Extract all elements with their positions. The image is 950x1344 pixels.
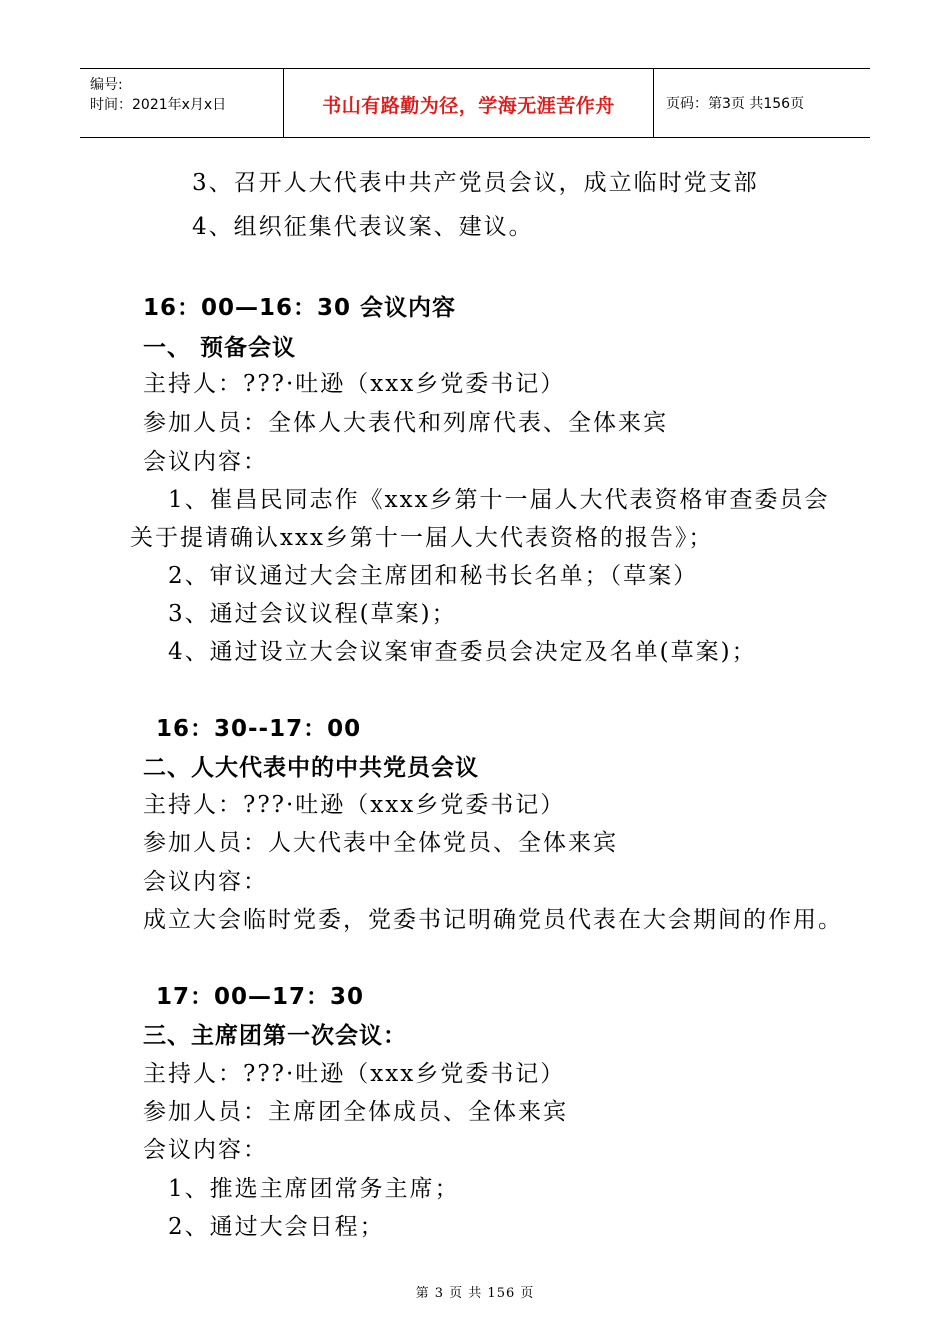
section-time: 17：00—17：30 xyxy=(156,984,365,1010)
body-line: 2、审议通过大会主席团和秘书长名单；（草案） xyxy=(168,563,699,589)
body-line: 4、通过设立大会议案审查委员会决定及名单(草案)； xyxy=(168,639,757,665)
body-line: 参加人员：主席团全体成员、全体来宾 xyxy=(143,1099,568,1125)
body-line: 关于提请确认xxx乡第十一届人大代表资格的报告》； xyxy=(130,525,714,551)
section-heading: 一、 预备会议 xyxy=(143,335,297,361)
header-page-cell xyxy=(654,69,870,137)
section-time: 16：00—16：30 会议内容 xyxy=(143,295,457,321)
motto: 书山有路勤为径，学海无涯苦作舟 xyxy=(322,95,615,117)
body-line: 主持人：???·吐逊（xxx乡党委书记） xyxy=(143,371,566,397)
page-footer: 第 3 页 共 156 页 xyxy=(415,1286,535,1301)
body-line: 会议内容： xyxy=(143,1137,268,1163)
header-meta xyxy=(80,69,283,137)
body-line: 参加人员：全体人大表代和列席代表、全体来宾 xyxy=(143,410,668,436)
body-line: 会议内容： xyxy=(143,869,268,895)
section-time: 16：30--17：00 xyxy=(156,716,362,742)
body-line: 3、通过会议议程(草案)； xyxy=(168,601,457,627)
page-label: 页码：第3页 共156页 xyxy=(666,96,805,112)
body-line: 会议内容： xyxy=(143,449,268,475)
body-line: 1、推选主席团常务主席； xyxy=(168,1176,460,1202)
body-line: 4、组织征集代表议案、建议。 xyxy=(192,214,534,240)
section-heading: 三、主席团第一次会议： xyxy=(143,1023,407,1049)
date-label: 时间：2021年x月x日 xyxy=(90,97,227,113)
body-line: 成立大会临时党委，党委书记明确党员代表在大会期间的作用。 xyxy=(143,907,843,933)
body-line: 3、召开人大代表中共产党员会议，成立临时党支部 xyxy=(192,170,759,196)
number-label: 编号: xyxy=(90,77,123,93)
body-line: 1、崔昌民同志作《xxx乡第十一届人大代表资格审查委员会 xyxy=(168,487,830,513)
page-header xyxy=(80,68,870,138)
section-heading: 二、人大代表中的中共党员会议 xyxy=(143,755,479,781)
header-motto-cell xyxy=(283,69,654,137)
body-line: 参加人员：人大代表中全体党员、全体来宾 xyxy=(143,830,618,856)
body-line: 2、通过大会日程； xyxy=(168,1214,385,1240)
body-line: 主持人：???·吐逊（xxx乡党委书记） xyxy=(143,1061,566,1087)
body-line: 主持人：???·吐逊（xxx乡党委书记） xyxy=(143,792,566,818)
